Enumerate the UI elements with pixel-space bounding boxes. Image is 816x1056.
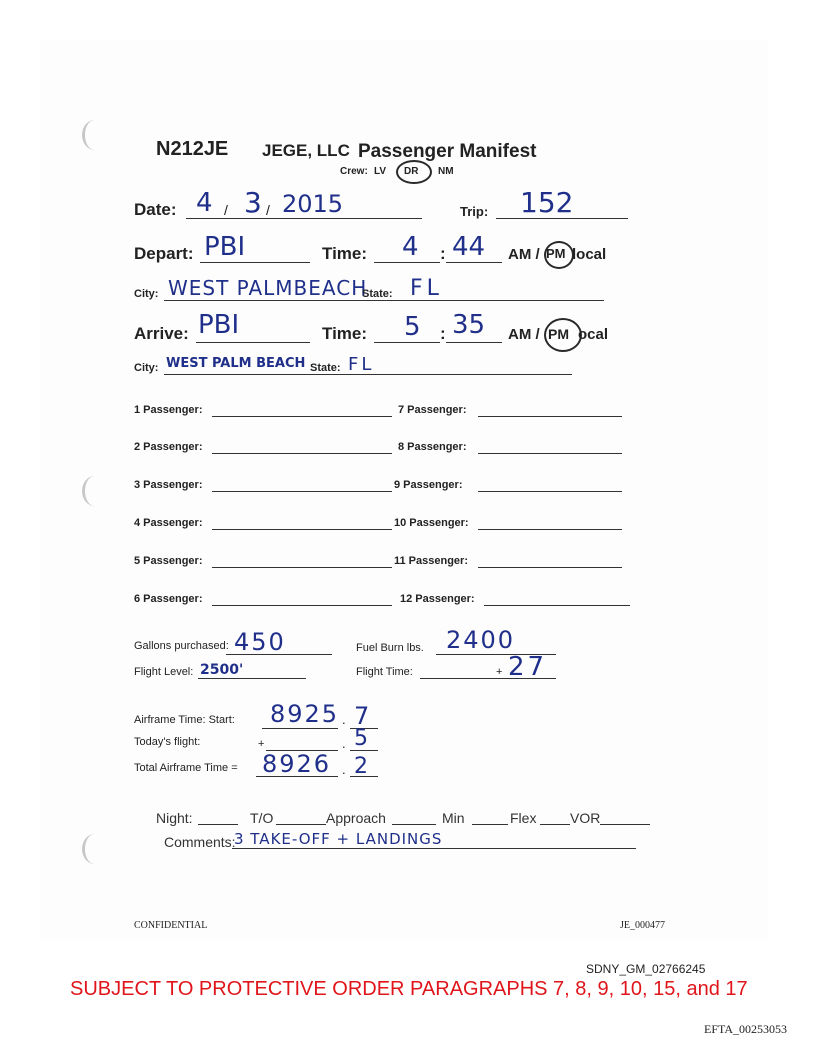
date-day: 3 [244, 186, 262, 219]
passenger-label: 1 Passenger: [134, 404, 203, 416]
arrive-airport: PBI [198, 310, 240, 340]
date-sep: / [224, 202, 228, 218]
date-label: Date: [134, 200, 177, 219]
punch-hole-mark [82, 476, 107, 506]
passenger-label: 7 Passenger: [398, 404, 467, 416]
arrive-city: WEST PALM BEACH [166, 356, 306, 371]
crew-option-dr: DR [404, 166, 419, 177]
flight-time-label: Flight Time: [356, 666, 413, 678]
flight-level-underline [198, 678, 306, 679]
date-year: 2015 [282, 190, 344, 218]
date-underline [186, 218, 422, 219]
passenger-line [478, 491, 622, 492]
passenger-line [212, 605, 392, 606]
confidential-label: CONFIDENTIAL [134, 920, 208, 931]
arrive-am: AM / [508, 326, 540, 343]
crew-label: Crew: [340, 166, 368, 177]
arrive-colon: : [440, 324, 446, 343]
min-label: Min [442, 810, 465, 826]
depart-min-underline [446, 262, 502, 263]
arrive-time-label: Time: [322, 324, 368, 343]
airframe-dot: . [342, 712, 346, 727]
passenger-line [212, 567, 392, 568]
to-underline [276, 824, 326, 825]
airframe-dot: . [342, 762, 346, 777]
depart-city: WEST PALMBEACH [168, 276, 368, 300]
passenger-line [478, 453, 622, 454]
depart-city-underline [164, 300, 604, 301]
airframe-dot: . [342, 736, 346, 751]
passenger-label: 2 Passenger: [134, 441, 203, 453]
depart-state: FL [410, 276, 443, 301]
sdny-bates-number: SDNY_GM_02766245 [586, 962, 706, 976]
passenger-line [212, 453, 392, 454]
comments-underline [232, 848, 636, 849]
approach-label: Approach [326, 810, 386, 826]
passenger-label: 11 Passenger: [394, 555, 468, 567]
flight-level-value: 2500' [200, 662, 244, 678]
total-airframe-label: Total Airframe Time = [134, 762, 238, 774]
flight-time-value: 27 [508, 652, 548, 682]
approach-underline [392, 824, 436, 825]
depart-pm: PM [546, 246, 566, 261]
arrive-minute: 35 [452, 310, 486, 340]
airframe-start-underline [262, 728, 338, 729]
depart-am: AM / [508, 246, 540, 263]
passenger-line [484, 605, 630, 606]
protective-order-notice: SUBJECT TO PROTECTIVE ORDER PARAGRAPHS 7, 8, 9, 10, 15, and 17 [70, 978, 748, 1000]
arrive-city-label: City: [134, 362, 159, 374]
form-title: Passenger Manifest [358, 141, 537, 162]
passenger-label: 9 Passenger: [394, 479, 463, 491]
depart-state-label: State: [362, 288, 393, 300]
company-name: JEGE, LLC [262, 141, 350, 160]
arrive-hour: 5 [404, 312, 421, 342]
depart-colon: : [440, 244, 446, 263]
passenger-label: 3 Passenger: [134, 479, 203, 491]
airframe-start-whole: 8925 [270, 700, 340, 728]
night-underline [198, 824, 238, 825]
comments-label: Comments: [164, 834, 236, 850]
depart-time-label: Time: [322, 244, 368, 263]
comments-value: 3 TAKE-OFF + LANDINGS [234, 830, 443, 848]
arrive-min-underline [446, 342, 502, 343]
trip-value: 152 [520, 186, 574, 219]
efta-number: EFTA_00253053 [704, 1022, 788, 1036]
tail-number: N212JE [156, 138, 229, 160]
passenger-label: 5 Passenger: [134, 555, 203, 567]
passenger-label: 12 Passenger: [400, 593, 475, 605]
depart-airport: PBI [204, 232, 246, 262]
to-label: T/O [250, 810, 274, 826]
depart-label: Depart: [134, 244, 194, 263]
passenger-line [212, 529, 392, 530]
passenger-line [478, 529, 622, 530]
arrive-pm: PM [548, 326, 569, 342]
flex-underline [540, 824, 570, 825]
depart-underline [200, 262, 310, 263]
gallons-value: 450 [234, 628, 286, 656]
passenger-line [478, 416, 622, 417]
arrive-local: ocal [578, 326, 609, 343]
arrive-state-label: State: [310, 362, 341, 374]
depart-hour-underline [374, 262, 440, 263]
arrive-underline [196, 342, 310, 343]
flex-label: Flex [510, 810, 537, 826]
crew-option-nm: NM [438, 166, 454, 177]
airframe-start-decimal: 7 [354, 702, 370, 730]
date-sep: / [266, 202, 270, 218]
trip-label: Trip: [460, 204, 489, 219]
gallons-label: Gallons purchased: [134, 640, 229, 652]
crew-option-lv: LV [374, 166, 387, 177]
vor-underline [600, 824, 650, 825]
min-underline [472, 824, 508, 825]
passenger-label: 6 Passenger: [134, 593, 203, 605]
vor-label: VOR [570, 810, 601, 826]
airframe-start-label: Airframe Time: Start: [134, 714, 235, 726]
passenger-line [212, 491, 392, 492]
passenger-line [212, 416, 392, 417]
depart-hour: 4 [402, 232, 419, 262]
date-month: 4 [196, 188, 213, 218]
arrive-hour-underline [374, 342, 440, 343]
depart-minute: 44 [452, 232, 486, 262]
flight-level-label: Flight Level: [134, 666, 194, 678]
todays-flight-label: Today's flight: [134, 736, 201, 748]
total-airframe-whole: 8926 [262, 750, 332, 778]
fuel-burn-label: Fuel Burn lbs. [356, 642, 424, 654]
je-bates-number: JE_000477 [620, 920, 665, 931]
night-label: Night: [156, 810, 193, 826]
todays-flight-plus: + [258, 738, 265, 750]
arrive-label: Arrive: [134, 324, 189, 343]
passenger-label: 4 Passenger: [134, 517, 203, 529]
passenger-label: 10 Passenger: [394, 517, 469, 529]
todays-flight-decimal: 5 [354, 726, 368, 751]
arrive-state: FL [348, 354, 375, 375]
depart-city-label: City: [134, 288, 159, 300]
flight-time-plus: + [496, 666, 503, 678]
punch-hole-mark [82, 120, 107, 150]
depart-local: local [572, 246, 607, 263]
total-airframe-decimal: 2 [354, 754, 368, 779]
passenger-label: 8 Passenger: [398, 441, 467, 453]
passenger-line [478, 567, 622, 568]
fuel-burn-value: 2400 [446, 626, 516, 654]
punch-hole-mark [82, 834, 107, 864]
